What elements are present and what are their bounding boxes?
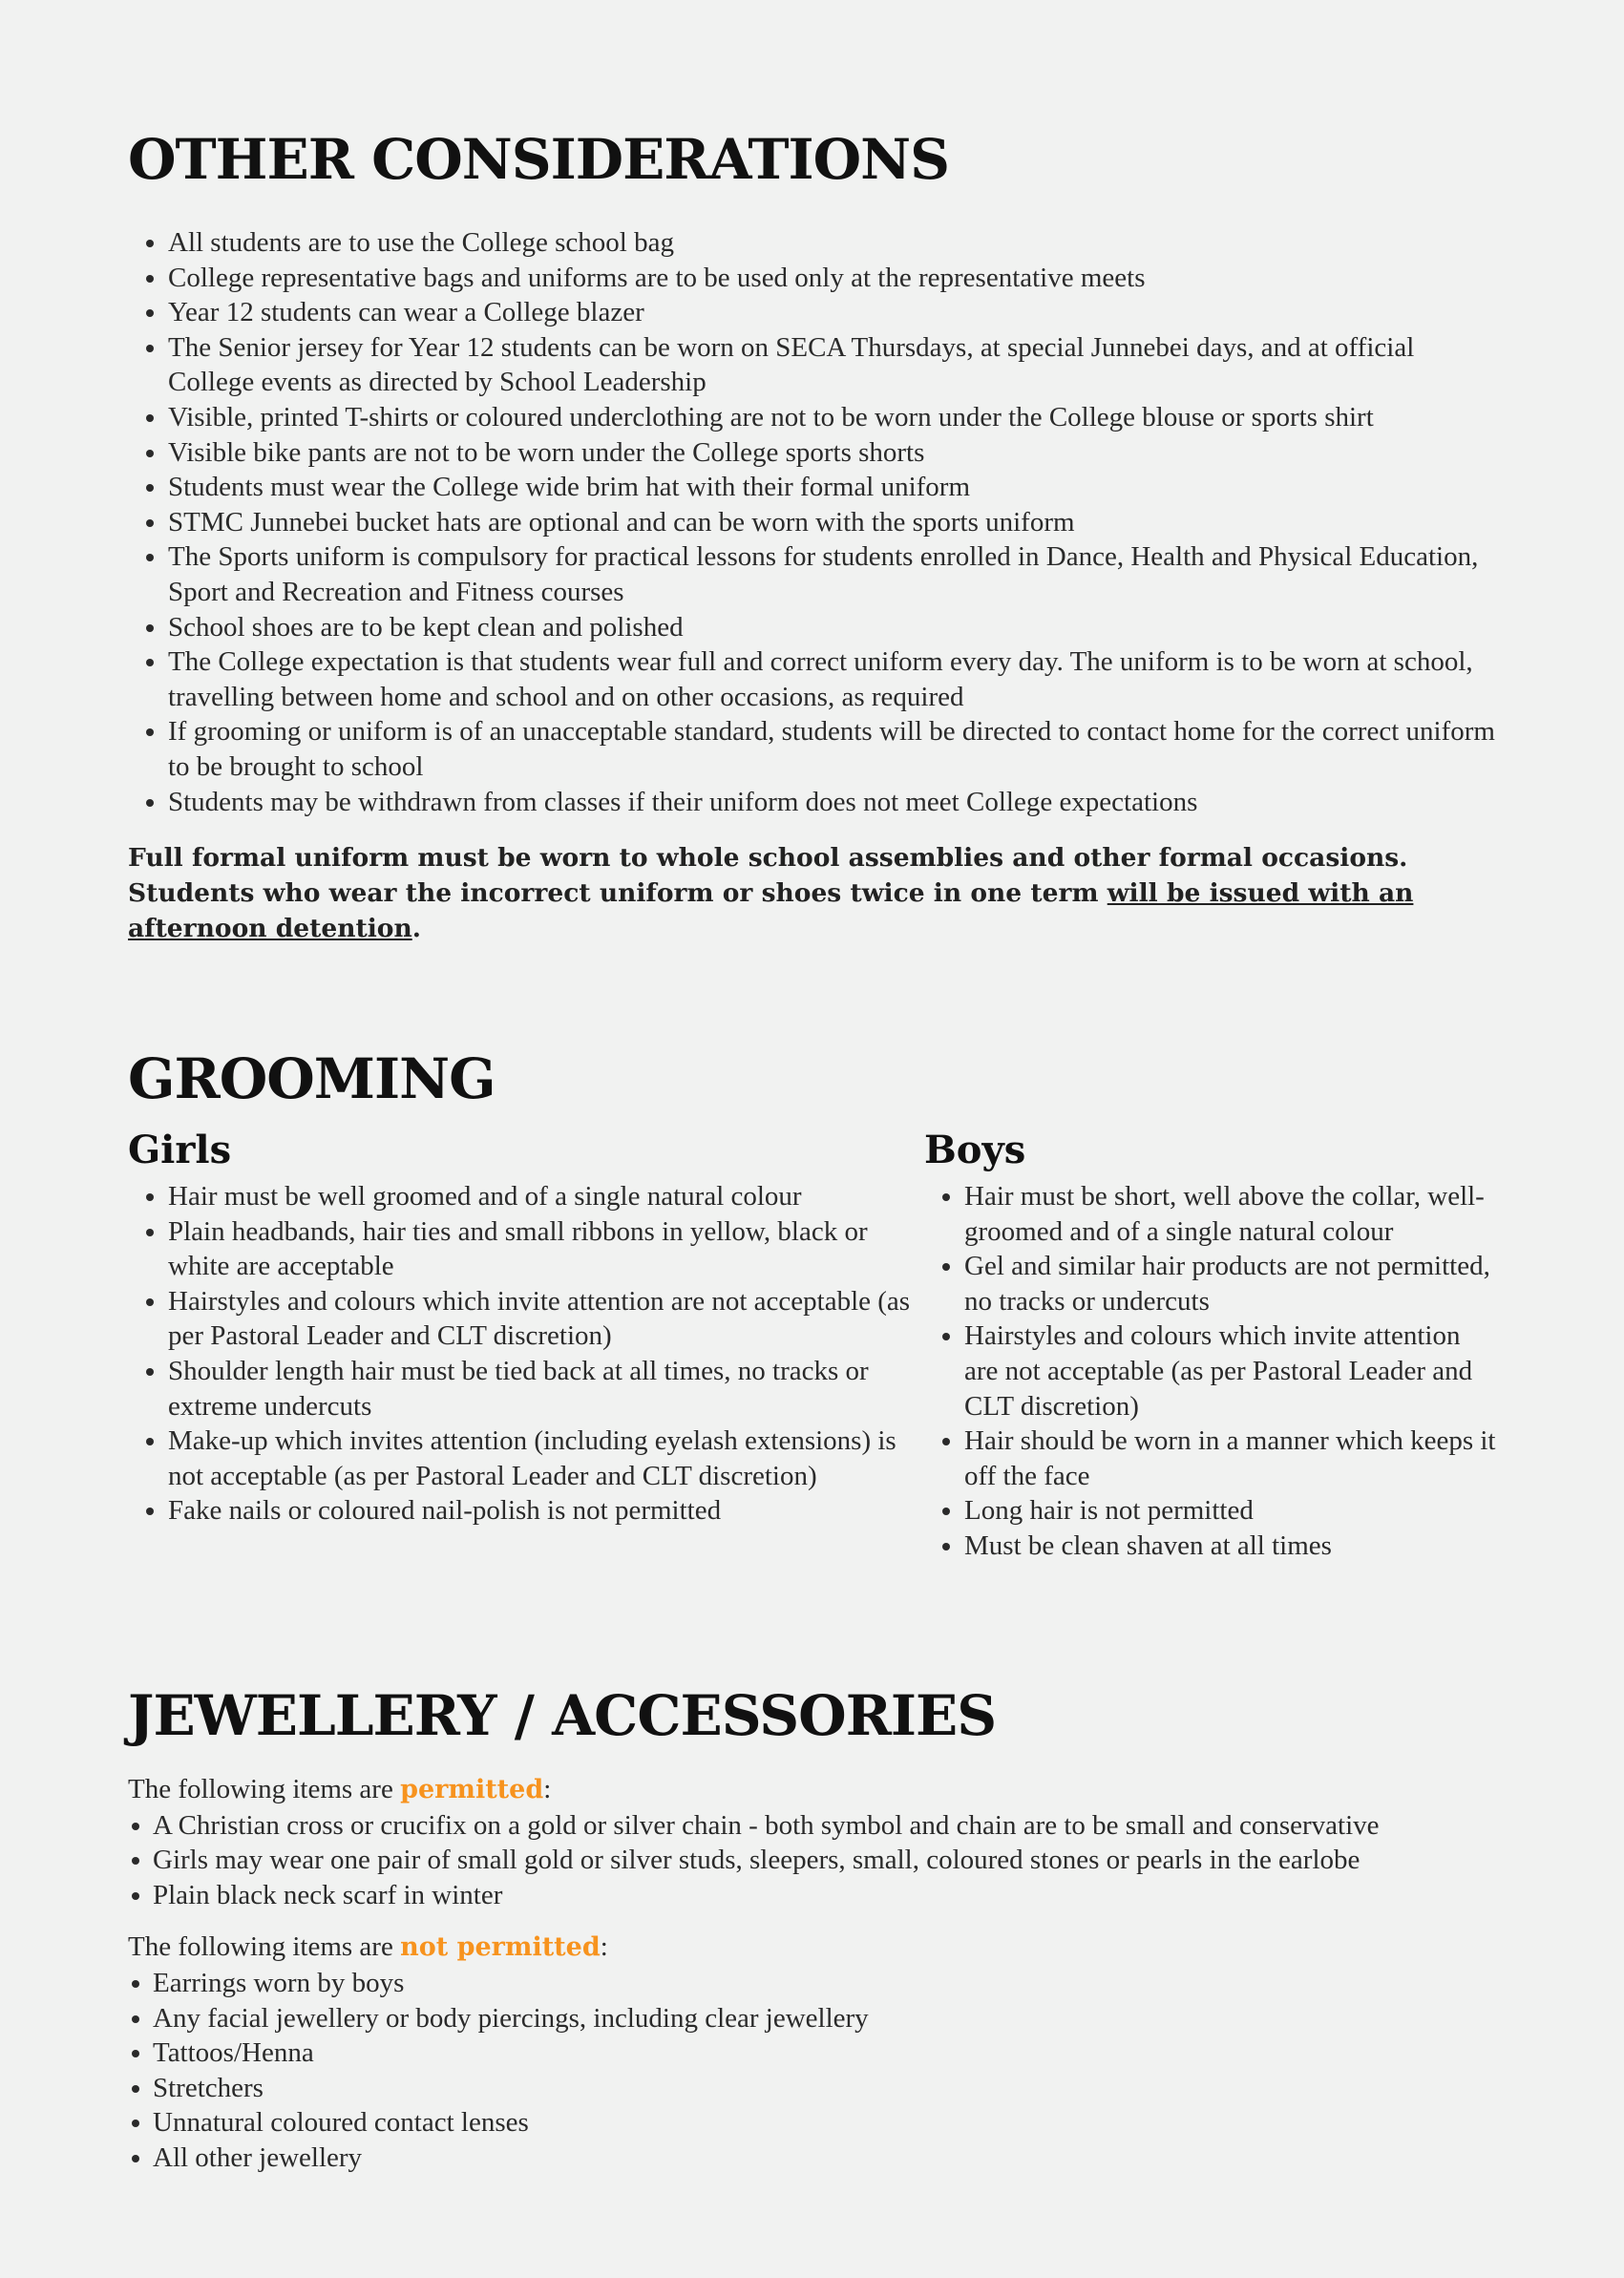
list-item: Long hair is not permitted xyxy=(924,1493,1497,1529)
list-item: Visible bike pants are not to be worn under the College sports shorts xyxy=(128,435,1503,471)
spacer xyxy=(128,1912,1503,1930)
list-item: Hairstyles and colours which invite attention are not acceptable (as per Pastoral Leader and CLT discretion) xyxy=(924,1318,1497,1424)
list-item: Tattoos/Henna xyxy=(128,2035,1503,2071)
section-title-grooming: GROOMING xyxy=(128,1046,496,1111)
boys-heading: Boys xyxy=(924,1128,1026,1172)
list-item: Visible, printed T-shirts or coloured underclothing are not to be worn under the College blouse or sports shirt xyxy=(128,400,1503,435)
list-item: Gel and similar hair products are not permitted, no tracks or undercuts xyxy=(924,1249,1497,1318)
other-considerations-list xyxy=(128,225,1503,819)
list-item: A Christian cross or crucifix on a gold or silver chain - both symbol and chain are to be small and conservative xyxy=(128,1808,1503,1844)
permitted-items-list xyxy=(128,1808,1503,1913)
grooming-girls-column xyxy=(128,1128,924,1564)
list-item: Hair must be well groomed and of a single natural colour xyxy=(128,1179,924,1214)
list-item: College representative bags and uniforms are to be used only at the representative meets xyxy=(128,261,1503,296)
girls-grooming-list xyxy=(128,1179,924,1529)
section-other-considerations xyxy=(128,127,1503,946)
list-item: Earrings worn by boys xyxy=(128,1966,1503,2001)
list-item: Any facial jewellery or body piercings, including clear jewellery xyxy=(128,2001,1503,2036)
list-item: STMC Junnebei bucket hats are optional and can be worn with the sports uniform xyxy=(128,505,1503,540)
list-item: Students may be withdrawn from classes if their uniform does not meet College expectations xyxy=(128,785,1503,820)
boys-grooming-list xyxy=(924,1179,1497,1564)
not-permitted-intro-prefix: The following items are xyxy=(128,1931,401,1963)
section-title-jewellery: JEWELLERY / ACCESSORIES xyxy=(128,1683,997,1748)
list-item: All students are to use the College school bag xyxy=(128,225,1503,261)
not-permitted-items-list xyxy=(128,1966,1503,2176)
grooming-columns xyxy=(128,1128,1503,1564)
section-jewellery-accessories xyxy=(128,1683,1503,2176)
note-line-formal-uniform: Full formal uniform must be worn to whole school assemblies and other formal occasions. xyxy=(128,843,1408,874)
list-item: Students must wear the College wide brim hat with their formal uniform xyxy=(128,470,1503,505)
list-item: Fake nails or coloured nail-polish is not permitted xyxy=(128,1493,924,1529)
list-item: Hair must be short, well above the collar, well-groomed and of a single natural colour xyxy=(924,1179,1497,1249)
girls-heading: Girls xyxy=(128,1128,232,1172)
list-item: Make-up which invites attention (including eyelash extensions) is not acceptable (as per Pastoral Leader and CLT discretion) xyxy=(128,1424,924,1493)
grooming-boys-column xyxy=(924,1128,1497,1564)
note-line-detention xyxy=(128,875,1503,946)
section-grooming xyxy=(128,1046,1503,1564)
permitted-intro-prefix: The following items are xyxy=(128,1774,401,1804)
not-permitted-intro xyxy=(128,1930,1503,1966)
uniform-policy-note xyxy=(128,840,1503,946)
list-item: Shoulder length hair must be tied back at all times, no tracks or extreme undercuts xyxy=(128,1354,924,1424)
list-item: Plain headbands, hair ties and small ribbons in yellow, black or white are acceptable xyxy=(128,1214,924,1284)
list-item: Stretchers xyxy=(128,2071,1503,2106)
list-item: All other jewellery xyxy=(128,2141,1503,2176)
list-item: If grooming or uniform is of an unacceptable standard, students will be directed to contact home for the correct uniform to be brought to school xyxy=(128,714,1503,784)
list-item: Plain black neck scarf in winter xyxy=(128,1878,1503,1913)
permitted-intro-suffix: : xyxy=(543,1774,552,1804)
list-item: The Sports uniform is compulsory for practical lessons for students enrolled in Dance, Health and Physical Education, Sport and Recreation and Fitness courses xyxy=(128,539,1503,609)
permitted-highlight: permitted xyxy=(400,1775,544,1804)
list-item: Girls may wear one pair of small gold or silver studs, sleepers, small, coloured stones or pearls in the earlobe xyxy=(128,1843,1503,1878)
note-detention-suffix: . xyxy=(411,914,421,944)
document-page xyxy=(128,127,1503,2173)
list-item: Hair should be worn in a manner which keeps it off the face xyxy=(924,1424,1497,1493)
not-permitted-intro-suffix: : xyxy=(600,1931,608,1963)
list-item: Year 12 students can wear a College blazer xyxy=(128,295,1503,330)
list-item: Must be clean shaven at all times xyxy=(924,1529,1497,1564)
note-detention-prefix: Students who wear the incorrect uniform or shoes twice in one term xyxy=(128,878,1107,909)
note-detention-underlined: will be issued with an afternoon detention xyxy=(128,878,1414,944)
section-title-other-considerations: OTHER CONSIDERATIONS xyxy=(128,127,950,192)
list-item: The College expectation is that students wear full and correct uniform every day. The uniform is to be worn at school, travelling between home and school and on other occasions, as required xyxy=(128,644,1503,714)
list-item: School shoes are to be kept clean and polished xyxy=(128,610,1503,645)
not-permitted-highlight: not permitted xyxy=(400,1932,601,1963)
list-item: The Senior jersey for Year 12 students can be worn on SECA Thursdays, at special Junnebei days, and at official College events as directed by School Leadership xyxy=(128,330,1503,400)
list-item: Unnatural coloured contact lenses xyxy=(128,2105,1503,2141)
list-item: Hairstyles and colours which invite attention are not acceptable (as per Pastoral Leader and CLT discretion) xyxy=(128,1284,924,1354)
permitted-intro xyxy=(128,1772,1503,1808)
